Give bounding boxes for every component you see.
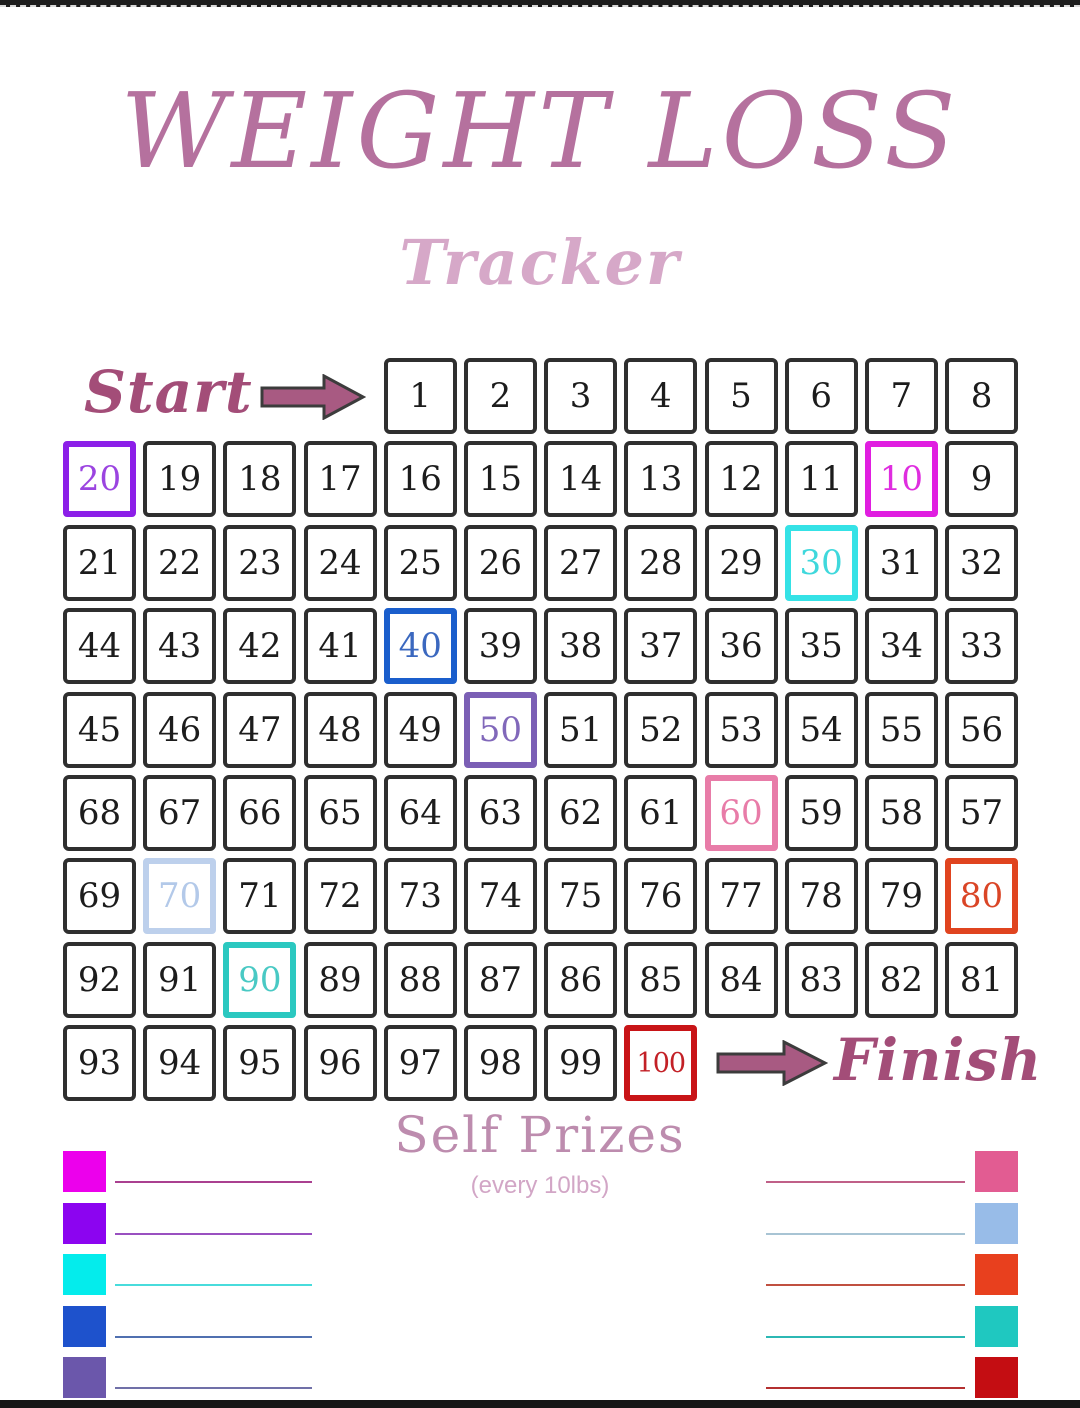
prize-80-row [766,1254,1018,1295]
prize-40-swatch [63,1306,106,1347]
prize-10-swatch [63,1151,106,1192]
grid-cell-84[interactable]: 84 [705,942,778,1018]
page-title: WEIGHT LOSS [120,70,960,192]
grid-cell-89[interactable]: 89 [304,942,377,1018]
grid-cell-18[interactable]: 18 [223,441,296,517]
grid-cell-1[interactable]: 1 [384,358,457,434]
prize-80-swatch [975,1254,1018,1295]
grid-cell-95[interactable]: 95 [223,1025,296,1101]
grid-cell-45[interactable]: 45 [63,692,136,768]
grid-cell-29[interactable]: 29 [705,525,778,601]
grid-cell-10[interactable]: 10 [865,441,938,517]
grid-cell-2[interactable]: 2 [464,358,537,434]
grid-cell-27[interactable]: 27 [544,525,617,601]
grid-cell-48[interactable]: 48 [304,692,377,768]
prize-20-row [63,1203,312,1244]
grid-cell-22[interactable]: 22 [143,525,216,601]
grid-cell-25[interactable]: 25 [384,525,457,601]
grid-cell-82[interactable]: 82 [865,942,938,1018]
grid-cell-65[interactable]: 65 [304,775,377,851]
grid-cell-72[interactable]: 72 [304,858,377,934]
tracker-grid [63,358,1018,1101]
grid-cell-44[interactable]: 44 [63,608,136,684]
grid-cell-4[interactable]: 4 [624,358,697,434]
grid-spacer [63,358,136,434]
grid-cell-100[interactable]: 100 [624,1025,697,1101]
grid-cell-85[interactable]: 85 [624,942,697,1018]
prize-70-line[interactable] [766,1233,965,1235]
grid-cell-28[interactable]: 28 [624,525,697,601]
grid-cell-70[interactable]: 70 [143,858,216,934]
prize-60-line[interactable] [766,1181,965,1183]
prize-30-row [63,1254,312,1295]
grid-cell-40[interactable]: 40 [384,608,457,684]
grid-cell-60[interactable]: 60 [705,775,778,851]
grid-cell-36[interactable]: 36 [705,608,778,684]
grid-cell-92[interactable]: 92 [63,942,136,1018]
grid-cell-97[interactable]: 97 [384,1025,457,1101]
grid-cell-63[interactable]: 63 [464,775,537,851]
grid-cell-93[interactable]: 93 [63,1025,136,1101]
grid-cell-32[interactable]: 32 [945,525,1018,601]
prize-10-row [63,1151,312,1192]
grid-cell-26[interactable]: 26 [464,525,537,601]
grid-cell-71[interactable]: 71 [223,858,296,934]
grid-cell-13[interactable]: 13 [624,441,697,517]
grid-cell-64[interactable]: 64 [384,775,457,851]
prize-10-line[interactable] [115,1181,312,1183]
prizes-title: Self Prizes [394,1106,686,1164]
grid-cell-8[interactable]: 8 [945,358,1018,434]
grid-cell-24[interactable]: 24 [304,525,377,601]
grid-spacer [304,358,377,434]
grid-cell-49[interactable]: 49 [384,692,457,768]
grid-cell-78[interactable]: 78 [785,858,858,934]
grid-cell-88[interactable]: 88 [384,942,457,1018]
grid-cell-15[interactable]: 15 [464,441,537,517]
grid-cell-38[interactable]: 38 [544,608,617,684]
grid-cell-80[interactable]: 80 [945,858,1018,934]
start-label: Start [84,358,253,426]
grid-cell-30[interactable]: 30 [785,525,858,601]
grid-cell-54[interactable]: 54 [785,692,858,768]
prize-30-line[interactable] [115,1284,312,1286]
grid-cell-83[interactable]: 83 [785,942,858,1018]
grid-cell-58[interactable]: 58 [865,775,938,851]
grid-cell-90[interactable]: 90 [223,942,296,1018]
prizes-left [63,1151,312,1398]
grid-cell-73[interactable]: 73 [384,858,457,934]
grid-cell-47[interactable]: 47 [223,692,296,768]
prizes-right [766,1151,1018,1398]
grid-cell-12[interactable]: 12 [705,441,778,517]
grid-cell-56[interactable]: 56 [945,692,1018,768]
grid-cell-69[interactable]: 69 [63,858,136,934]
grid-cell-53[interactable]: 53 [705,692,778,768]
finish-arrow-icon [716,1040,828,1086]
prize-40-line[interactable] [115,1336,312,1338]
grid-cell-55[interactable]: 55 [865,692,938,768]
page-subtitle: Tracker [399,226,681,299]
grid-cell-31[interactable]: 31 [865,525,938,601]
grid-cell-62[interactable]: 62 [544,775,617,851]
grid-cell-7[interactable]: 7 [865,358,938,434]
grid-cell-59[interactable]: 59 [785,775,858,851]
grid-cell-67[interactable]: 67 [143,775,216,851]
grid-cell-74[interactable]: 74 [464,858,537,934]
prize-50-row [63,1357,312,1398]
grid-cell-34[interactable]: 34 [865,608,938,684]
grid-cell-98[interactable]: 98 [464,1025,537,1101]
prize-90-row [766,1306,1018,1347]
grid-cell-6[interactable]: 6 [785,358,858,434]
prizes-subtitle: (every 10lbs) [470,1172,610,1199]
grid-cell-57[interactable]: 57 [945,775,1018,851]
prize-40-row [63,1306,312,1347]
grid-cell-3[interactable]: 3 [544,358,617,434]
grid-cell-5[interactable]: 5 [705,358,778,434]
grid-cell-19[interactable]: 19 [143,441,216,517]
grid-cell-77[interactable]: 77 [705,858,778,934]
grid-cell-35[interactable]: 35 [785,608,858,684]
prize-100-swatch [975,1357,1018,1398]
prize-30-swatch [63,1254,106,1295]
grid-cell-41[interactable]: 41 [304,608,377,684]
grid-cell-14[interactable]: 14 [544,441,617,517]
grid-cell-79[interactable]: 79 [865,858,938,934]
grid-spacer [223,358,296,434]
grid-cell-43[interactable]: 43 [143,608,216,684]
prize-20-line[interactable] [115,1233,312,1235]
grid-cell-61[interactable]: 61 [624,775,697,851]
prize-100-line[interactable] [766,1387,965,1389]
grid-cell-50[interactable]: 50 [464,692,537,768]
prize-20-swatch [63,1203,106,1244]
prize-80-line[interactable] [766,1284,965,1286]
grid-cell-21[interactable]: 21 [63,525,136,601]
grid-cell-51[interactable]: 51 [544,692,617,768]
grid-cell-94[interactable]: 94 [143,1025,216,1101]
grid-cell-96[interactable]: 96 [304,1025,377,1101]
screenshot-bottom-border [0,1400,1080,1408]
grid-cell-99[interactable]: 99 [544,1025,617,1101]
grid-cell-17[interactable]: 17 [304,441,377,517]
prize-60-row [766,1151,1018,1192]
grid-cell-33[interactable]: 33 [945,608,1018,684]
grid-spacer [143,358,216,434]
grid-cell-68[interactable]: 68 [63,775,136,851]
grid-cell-76[interactable]: 76 [624,858,697,934]
grid-cell-87[interactable]: 87 [464,942,537,1018]
prize-70-row [766,1203,1018,1244]
grid-cell-46[interactable]: 46 [143,692,216,768]
prize-50-line[interactable] [115,1387,312,1389]
grid-cell-39[interactable]: 39 [464,608,537,684]
prize-100-row [766,1357,1018,1398]
grid-cell-75[interactable]: 75 [544,858,617,934]
screenshot-top-border [0,0,1080,7]
grid-cell-86[interactable]: 86 [544,942,617,1018]
grid-cell-91[interactable]: 91 [143,942,216,1018]
prize-90-swatch [975,1306,1018,1347]
prize-70-swatch [975,1203,1018,1244]
grid-cell-81[interactable]: 81 [945,942,1018,1018]
grid-cell-23[interactable]: 23 [223,525,296,601]
finish-label: Finish [834,1026,1043,1094]
grid-cell-11[interactable]: 11 [785,441,858,517]
prize-60-swatch [975,1151,1018,1192]
grid-cell-9[interactable]: 9 [945,441,1018,517]
grid-cell-52[interactable]: 52 [624,692,697,768]
grid-cell-66[interactable]: 66 [223,775,296,851]
grid-cell-42[interactable]: 42 [223,608,296,684]
grid-cell-20[interactable]: 20 [63,441,136,517]
grid-cell-16[interactable]: 16 [384,441,457,517]
grid-cell-37[interactable]: 37 [624,608,697,684]
prize-50-swatch [63,1357,106,1398]
prize-90-line[interactable] [766,1336,965,1338]
